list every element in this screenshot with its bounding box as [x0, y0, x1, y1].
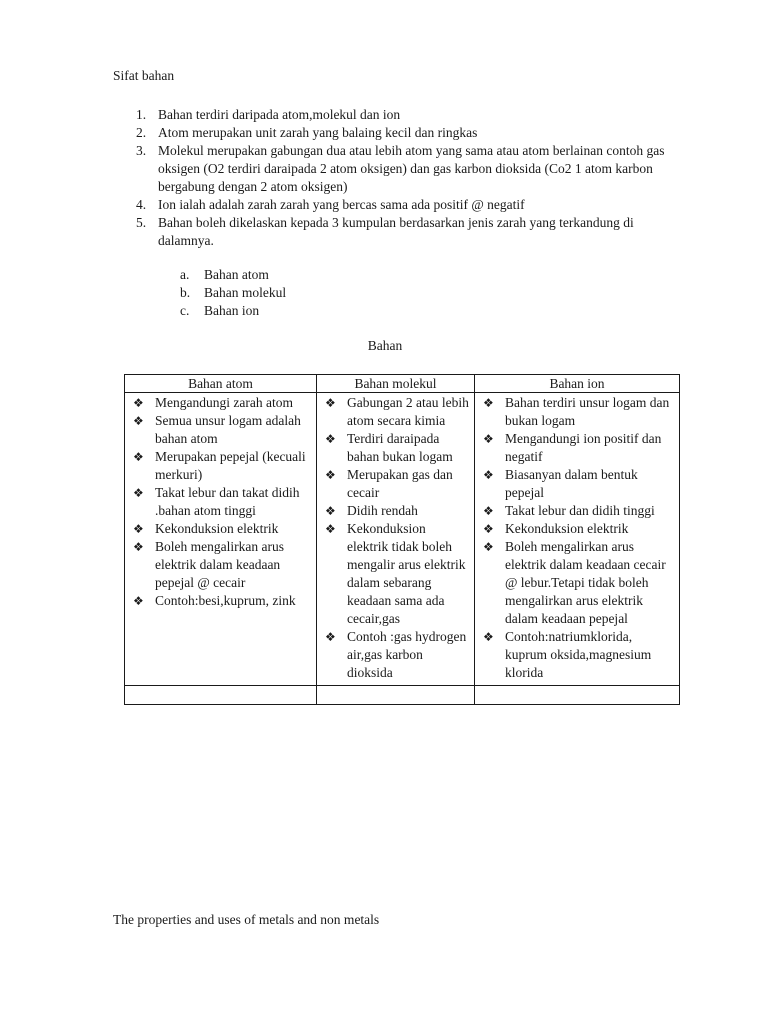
bullet-text: Mengandungi ion positif dan negatif	[505, 431, 662, 464]
bullet-text: Kekonduksion elektrik tidak boleh mengalir arus elektrik dalam sebarang keadaan sama ada cecair,gas	[347, 521, 466, 626]
bullet-list	[475, 393, 679, 685]
sublist-item	[180, 284, 286, 302]
bullet-item	[321, 502, 470, 520]
list-item	[113, 142, 673, 196]
footer-heading: The properties and uses of metals and non metals	[113, 912, 380, 927]
list-number: 2.	[136, 125, 147, 140]
bullet-text: Kekonduksion elektrik	[505, 521, 629, 536]
bullet-item	[129, 448, 312, 484]
sublist-item	[180, 266, 286, 284]
sublist-text: Bahan ion	[204, 303, 260, 318]
diamond-bullet-icon: ❖	[483, 522, 494, 536]
diamond-bullet-icon: ❖	[483, 504, 494, 518]
bullet-item	[479, 466, 675, 502]
column-header: Bahan ion	[475, 375, 680, 393]
sublist-text: Bahan atom	[204, 267, 269, 282]
list-text: Bahan terdiri daripada atom,molekul dan ion	[158, 107, 401, 122]
empty-cell	[317, 686, 475, 705]
list-item	[113, 106, 673, 124]
diamond-bullet-icon: ❖	[325, 630, 336, 644]
bullet-text: Boleh mengalirkan arus elektrik dalam keadaan cecair @ lebur.Tetapi tidak boleh mengalirkan arus elektrik dalam keadaan pepejal	[505, 539, 666, 626]
diamond-bullet-icon: ❖	[325, 432, 336, 446]
section-title: Sifat bahan	[113, 68, 175, 83]
bullet-item	[479, 628, 675, 682]
sublist-letter: a.	[180, 267, 190, 282]
bullet-item	[479, 394, 675, 430]
table-cell	[317, 393, 475, 686]
diamond-bullet-icon: ❖	[483, 432, 494, 446]
list-number: 3.	[136, 143, 147, 158]
bullet-text: Takat lebur dan takat didih .bahan atom tinggi	[155, 485, 300, 518]
sublist-item	[180, 302, 286, 320]
diamond-bullet-icon: ❖	[133, 450, 144, 464]
bullet-item	[321, 466, 470, 502]
bullet-text: Didih rendah	[347, 503, 418, 518]
list-item	[113, 196, 673, 214]
diamond-bullet-icon: ❖	[133, 486, 144, 500]
bullet-text: Contoh:besi,kuprum, zink	[155, 593, 296, 608]
list-text: Molekul merupakan gabungan dua atau lebih atom yang sama atau atom berlainan contoh gas oksigen (O2 terdiri daraipada 2 atom oksigen) dan gas karbon dioksida (Co2 1 atom karbon bergabung dengan 2 atom oksigen)	[158, 143, 665, 194]
bullet-list	[125, 393, 316, 613]
bullet-text: Contoh :gas hydrogen air,gas karbon dioksida	[347, 629, 467, 680]
list-item	[113, 214, 673, 250]
diamond-bullet-icon: ❖	[325, 396, 336, 410]
bullet-item	[479, 520, 675, 538]
list-number: 5.	[136, 215, 147, 230]
column-header: Bahan atom	[125, 375, 317, 393]
list-text: Ion ialah adalah zarah zarah yang bercas sama ada positif @ negatif	[158, 197, 525, 212]
bullet-item	[129, 520, 312, 538]
bullet-item	[129, 538, 312, 592]
bullet-text: Semua unsur logam adalah bahan atom	[155, 413, 301, 446]
table-title: Bahan	[367, 338, 403, 353]
list-text: Bahan boleh dikelaskan kepada 3 kumpulan berdasarkan jenis zarah yang terkandung di dalamnya.	[158, 215, 634, 248]
diamond-bullet-icon: ❖	[133, 414, 144, 428]
bullet-item	[479, 538, 675, 628]
lettered-sublist	[180, 266, 286, 320]
bullet-text: Contoh:natriumklorida, kuprum oksida,magnesium klorida	[505, 629, 652, 680]
diamond-bullet-icon: ❖	[325, 522, 336, 536]
bullet-text: Takat lebur dan didih tinggi	[505, 503, 655, 518]
bullet-item	[321, 520, 470, 628]
bullet-text: Mengandungi zarah atom	[155, 395, 293, 410]
bullet-text: Boleh mengalirkan arus elektrik dalam keadaan pepejal @ cecair	[155, 539, 284, 590]
diamond-bullet-icon: ❖	[133, 522, 144, 536]
diamond-bullet-icon: ❖	[133, 396, 144, 410]
table-row	[125, 393, 680, 686]
empty-cell	[125, 686, 317, 705]
bullet-text: Terdiri daraipada bahan bukan logam	[347, 431, 453, 464]
diamond-bullet-icon: ❖	[325, 504, 336, 518]
sublist-text: Bahan molekul	[204, 285, 287, 300]
table-cell	[475, 393, 680, 686]
diamond-bullet-icon: ❖	[483, 540, 494, 554]
empty-cell	[475, 686, 680, 705]
comparison-table	[124, 374, 680, 705]
bullet-text: Gabungan 2 atau lebih atom secara kimia	[347, 395, 469, 428]
numbered-list	[113, 106, 673, 250]
list-number: 4.	[136, 197, 147, 212]
column-header: Bahan molekul	[317, 375, 475, 393]
bullet-text: Kekonduksion elektrik	[155, 521, 279, 536]
diamond-bullet-icon: ❖	[483, 468, 494, 482]
bullet-item	[129, 394, 312, 412]
bullet-item	[321, 430, 470, 466]
bullet-item	[129, 592, 312, 610]
diamond-bullet-icon: ❖	[133, 594, 144, 608]
list-text: Atom merupakan unit zarah yang balaing kecil dan ringkas	[158, 125, 478, 140]
bullet-item	[479, 430, 675, 466]
diamond-bullet-icon: ❖	[325, 468, 336, 482]
bullet-text: Biasanyan dalam bentuk pepejal	[505, 467, 638, 500]
bullet-text: Merupakan pepejal (kecuali merkuri)	[155, 449, 306, 482]
sublist-letter: c.	[180, 303, 190, 318]
bullet-text: Merupakan gas dan cecair	[347, 467, 453, 500]
bullet-item	[321, 394, 470, 430]
list-number: 1.	[136, 107, 147, 122]
bullet-list	[317, 393, 474, 685]
list-item	[113, 124, 673, 142]
bullet-item	[321, 628, 470, 682]
diamond-bullet-icon: ❖	[483, 396, 494, 410]
bullet-item	[129, 484, 312, 520]
diamond-bullet-icon: ❖	[483, 630, 494, 644]
table-header-row	[125, 375, 680, 393]
table-cell	[125, 393, 317, 686]
empty-table-row	[125, 686, 680, 705]
bullet-item	[129, 412, 312, 448]
diamond-bullet-icon: ❖	[133, 540, 144, 554]
sublist-letter: b.	[180, 285, 191, 300]
bullet-item	[479, 502, 675, 520]
bullet-text: Bahan terdiri unsur logam dan bukan logam	[505, 395, 670, 428]
